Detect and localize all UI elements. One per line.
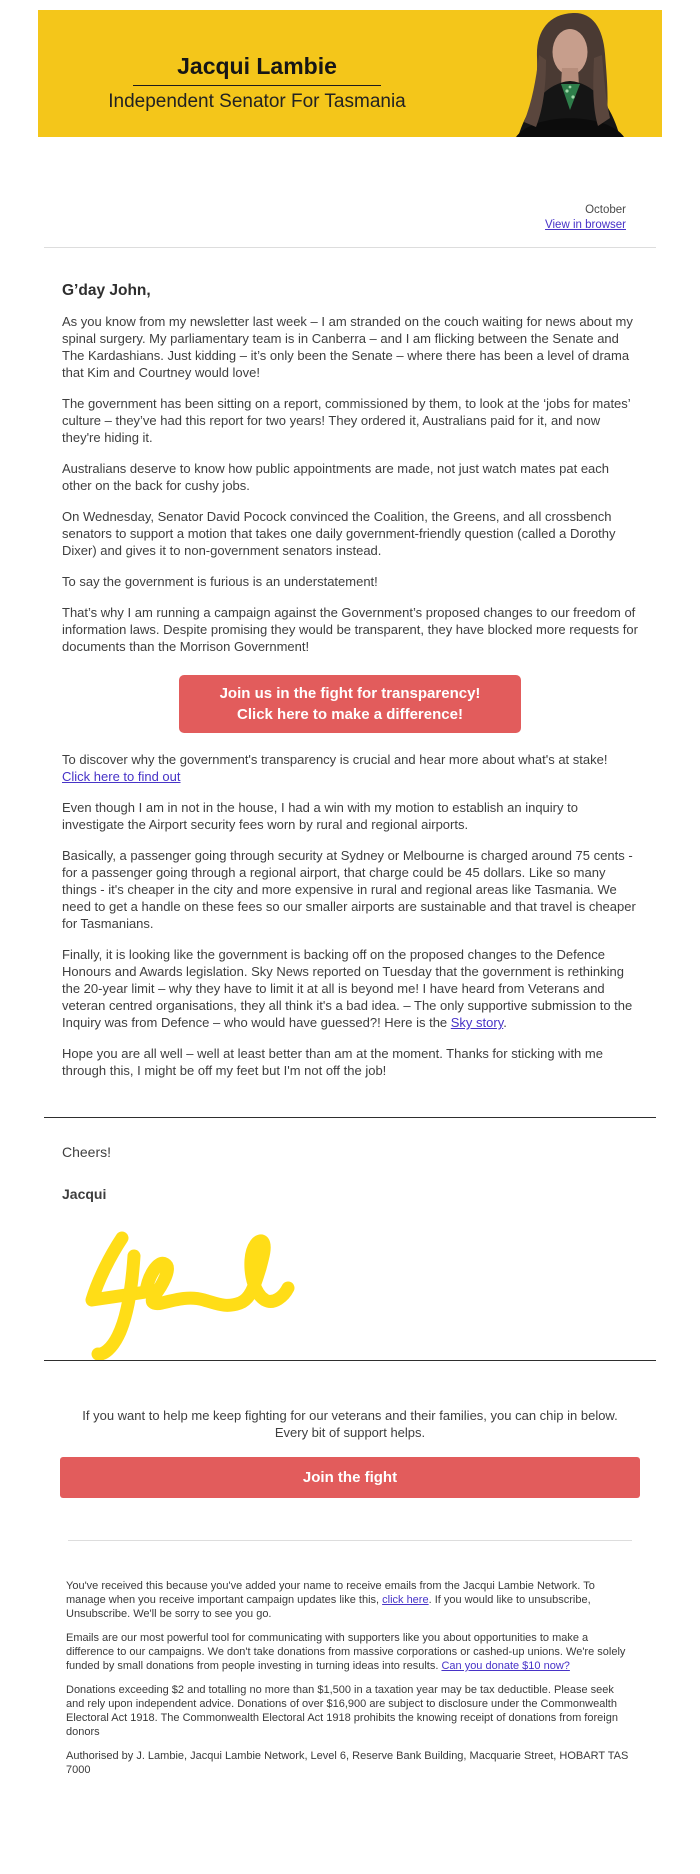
body-paragraph bbox=[62, 946, 638, 1031]
body-paragraph: To say the government is furious is an understatement! bbox=[62, 574, 378, 589]
body-paragraph: The government has been sitting on a report, commissioned by them, to look at the ‘jobs for mates’ culture – they’ve had this report for two years! They ordered it, Australians paid for it, and now they're hiding it. bbox=[62, 396, 631, 445]
cta-line-1: Join us in the fight for transparency! bbox=[219, 685, 481, 702]
paragraph-text: Finally, it is looking like the government is backing off on the proposed changes to the Defence Honours and Awards legislation. Sky News reported on Tuesday that the government is rethinking the 20-year limit – why they have to limit it at all is beyond me! I have heard from Veterans and veteran centred organisations, they all think it's a bad idea. – The only supportive submission to the Inquiry was from Defence – who would have guessed?! Here is the bbox=[62, 947, 633, 1030]
senator-photo bbox=[476, 10, 662, 137]
join-the-fight-button[interactable]: Join the fight bbox=[60, 1457, 640, 1498]
support-block bbox=[38, 1385, 662, 1498]
cta-line-2: Click here to make a difference! bbox=[237, 706, 463, 723]
body-paragraph bbox=[62, 751, 638, 785]
issue-month: October bbox=[585, 204, 626, 216]
header-text-block bbox=[38, 10, 476, 137]
page-title: Jacqui Lambie bbox=[177, 52, 337, 79]
cheers-text: Cheers! bbox=[62, 1144, 112, 1160]
email-container bbox=[38, 0, 662, 1829]
support-text: If you want to help me keep fighting for our veterans and their families, you can chip in below. Every bit of support helps. bbox=[82, 1408, 618, 1440]
footer-paragraph bbox=[66, 1631, 634, 1673]
footer-paragraph: Authorised by J. Lambie, Jacqui Lambie Network, Level 6, Reserve Bank Building, Macquarie Street, HOBART TAS 7000 bbox=[66, 1750, 629, 1776]
body-paragraph: As you know from my newsletter last week – I am stranded on the couch waiting for news about my spinal surgery. My parliamentary team is in Canberra – and I am flicking between the Senate and The Kardashians. Just kidding – it’s only been the Senate – where there has been a level of drama that Kim and Courtney would love! bbox=[62, 314, 633, 380]
meta-block bbox=[38, 137, 662, 233]
body-content bbox=[38, 282, 662, 1079]
paragraph-text: . If you would like to unsubscribe, Unsubscribe. We'll be sorry to see you go. bbox=[66, 1594, 591, 1620]
page-subtitle: Independent Senator For Tasmania bbox=[108, 90, 406, 112]
footer-block bbox=[38, 1541, 662, 1829]
body-paragraph: On Wednesday, Senator David Pocock convinced the Coalition, the Greens, and all crossbench senators to support a motion that takes one daily government-friendly question (called a Dorothy Dixer) and gives it to non-government senators instead. bbox=[62, 509, 616, 558]
header-banner bbox=[38, 10, 662, 137]
view-in-browser-link[interactable]: View in browser bbox=[545, 219, 626, 231]
body-paragraph: That’s why I am running a campaign against the Government’s proposed changes to our freedom of information laws. Despite promising they would be transparent, they have blocked more requests for documents than the Morrison Government! bbox=[62, 605, 638, 654]
find-out-link[interactable]: Click here to find out bbox=[62, 769, 181, 784]
body-paragraph: Basically, a passenger going through security at Sydney or Melbourne is charged around 75 cents - for a passenger going through a regional airport, that charge could be 45 dollars. Like so many things - it's cheaper in the city and more expensive in rural and regional areas like Tasmania. We need to get a handle on these fees so our smaller airports are sustainable and that travel is cheaper for Tasmanians. bbox=[62, 848, 636, 931]
body-paragraph: Hope you are all well – well at least better than am at the moment. Thanks for sticking with me through this, I might be off my feet but I'm not off the job! bbox=[62, 1046, 603, 1078]
paragraph-text: You've received this because you've added your name to receive emails from the Jacqui Lambie Network. To manage when you receive important campaign updates like this, bbox=[66, 1580, 595, 1606]
body-paragraph: Even though I am in not in the house, I had a win with my motion to establish an inquiry to investigate the Airport security fees worn by rural and regional airports. bbox=[62, 800, 578, 832]
sky-story-link[interactable]: Sky story bbox=[450, 1015, 504, 1030]
transparency-cta-button[interactable] bbox=[179, 675, 521, 733]
paragraph-text: To discover why the government's transparency is crucial and hear more about what's at stake! bbox=[62, 752, 608, 767]
body-paragraph: Australians deserve to know how public appointments are made, not just watch mates pat each other on the back for cushy jobs. bbox=[62, 461, 610, 493]
footer-paragraph bbox=[66, 1579, 634, 1621]
signature-image bbox=[48, 1208, 308, 1360]
header-divider bbox=[44, 247, 656, 248]
donate-link[interactable]: Can you donate $10 now? bbox=[441, 1660, 570, 1672]
paragraph-text: . bbox=[503, 1015, 507, 1030]
paragraph-text: Emails are our most powerful tool for communicating with supporters like you about opportunities to make a difference to our campaigns. We don't take donations from massive corporations or cashed-up unions. We're solely funded by small donations from people investing in turning ideas into results. bbox=[66, 1632, 626, 1672]
greeting: G’day John, bbox=[62, 282, 151, 299]
footer-paragraph: Donations exceeding $2 and totalling no more than $1,500 in a taxation year may be tax deductible. Please seek and rely upon independent advice. Donations of over $16,900 are subject to disclosure under the Commonwealth Electoral Act 1918. The Commonwealth Electoral Act 1918 prohibits the knowing receipt of donations from foreign donors bbox=[66, 1684, 618, 1738]
title-underline bbox=[133, 85, 381, 86]
signature-name: Jacqui bbox=[62, 1186, 107, 1202]
section-divider bbox=[44, 1117, 656, 1118]
section-divider bbox=[44, 1360, 656, 1361]
manage-preferences-link[interactable]: click here bbox=[382, 1594, 429, 1606]
signoff-block bbox=[38, 1144, 662, 1360]
